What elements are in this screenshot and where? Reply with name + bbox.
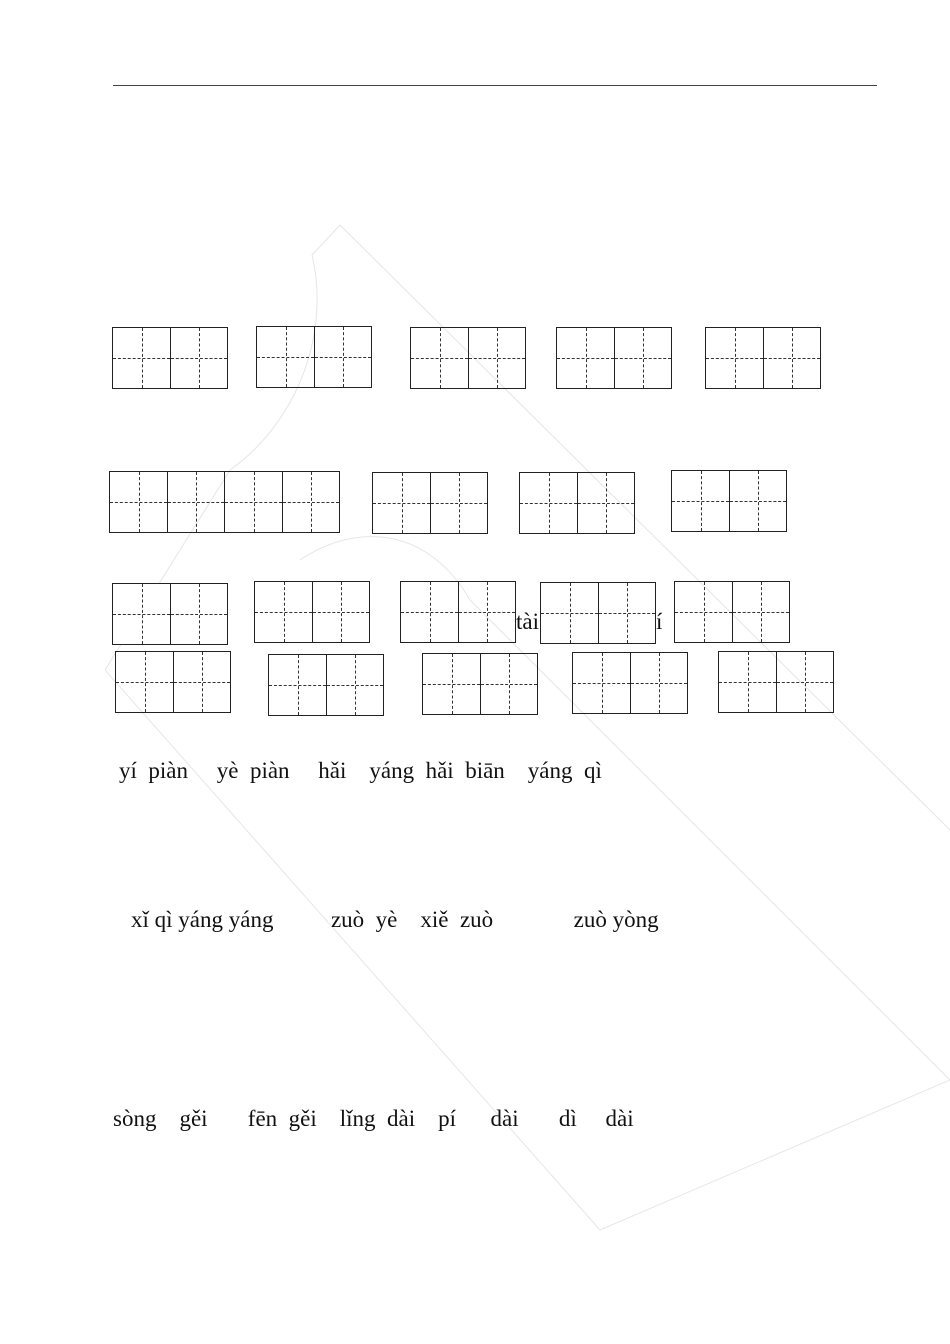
grid-cell bbox=[776, 652, 833, 712]
pinyin-line-1: yí piàn yè piàn hǎi yáng hǎi biān yáng qì bbox=[119, 758, 602, 783]
grid-cell bbox=[170, 328, 227, 388]
grid-cell bbox=[520, 473, 577, 533]
writing-grid-r2-1 bbox=[109, 471, 225, 533]
writing-grid-r1-2 bbox=[256, 326, 372, 388]
writing-grid-r3-5 bbox=[674, 581, 790, 643]
grid-cell bbox=[282, 472, 339, 532]
grid-cell bbox=[314, 327, 371, 387]
grid-cell bbox=[430, 473, 487, 533]
writing-grid-r1-5 bbox=[705, 327, 821, 389]
grid-cell bbox=[411, 328, 468, 388]
grid-cell bbox=[577, 473, 634, 533]
writing-grid-r1-1 bbox=[112, 327, 228, 389]
grid-cell bbox=[373, 473, 430, 533]
writing-grid-r3-1 bbox=[112, 583, 228, 645]
grid-cell bbox=[225, 472, 282, 532]
writing-grid-r2-2 bbox=[224, 471, 340, 533]
grid-cell bbox=[269, 655, 326, 715]
grid-cell bbox=[573, 653, 630, 713]
writing-grid-r3-4 bbox=[540, 582, 656, 644]
grid-cell bbox=[675, 582, 732, 642]
writing-grid-r2-5 bbox=[671, 470, 787, 532]
grid-cell bbox=[468, 328, 525, 388]
grid-cell bbox=[110, 472, 167, 532]
grid-cell bbox=[729, 471, 786, 531]
grid-cell bbox=[630, 653, 687, 713]
writing-grid-r1-4 bbox=[556, 327, 672, 389]
writing-grid-r3-3 bbox=[400, 581, 516, 643]
grid-cell bbox=[763, 328, 820, 388]
grid-cell bbox=[170, 584, 227, 644]
partial-pinyin-right: í bbox=[656, 609, 663, 634]
grid-cell bbox=[541, 583, 598, 643]
grid-cell bbox=[173, 652, 230, 712]
grid-cell bbox=[312, 582, 369, 642]
grid-cell bbox=[557, 328, 614, 388]
grid-cell bbox=[458, 582, 515, 642]
writing-grid-r1-3 bbox=[410, 327, 526, 389]
grid-cell bbox=[706, 328, 763, 388]
writing-grid-r3-2 bbox=[254, 581, 370, 643]
pinyin-line-2: xǐ qì yáng yáng zuò yè xiě zuò zuò yòng bbox=[131, 907, 659, 932]
writing-grid-r2-4 bbox=[519, 472, 635, 534]
grid-cell bbox=[719, 652, 776, 712]
writing-grid-r4-3 bbox=[422, 653, 538, 715]
partial-pinyin-left: tài bbox=[516, 609, 539, 634]
pinyin-line-3: sòng gěi fēn gěi lǐng dài pí dài dì dài bbox=[113, 1106, 634, 1131]
writing-grid-r2-3 bbox=[372, 472, 488, 534]
grid-cell bbox=[732, 582, 789, 642]
writing-grid-r4-1 bbox=[115, 651, 231, 713]
grid-cell bbox=[423, 654, 480, 714]
grid-cell bbox=[480, 654, 537, 714]
grid-cell bbox=[113, 328, 170, 388]
grid-cell bbox=[257, 327, 314, 387]
header-rule bbox=[113, 85, 877, 86]
grid-cell bbox=[167, 472, 224, 532]
writing-grid-r4-2 bbox=[268, 654, 384, 716]
grid-cell bbox=[401, 582, 458, 642]
grid-cell bbox=[614, 328, 671, 388]
grid-cell bbox=[116, 652, 173, 712]
grid-cell bbox=[672, 471, 729, 531]
grid-cell bbox=[255, 582, 312, 642]
grid-cell bbox=[326, 655, 383, 715]
grid-cell bbox=[598, 583, 655, 643]
grid-cell bbox=[113, 584, 170, 644]
writing-grid-r4-5 bbox=[718, 651, 834, 713]
writing-grid-r4-4 bbox=[572, 652, 688, 714]
